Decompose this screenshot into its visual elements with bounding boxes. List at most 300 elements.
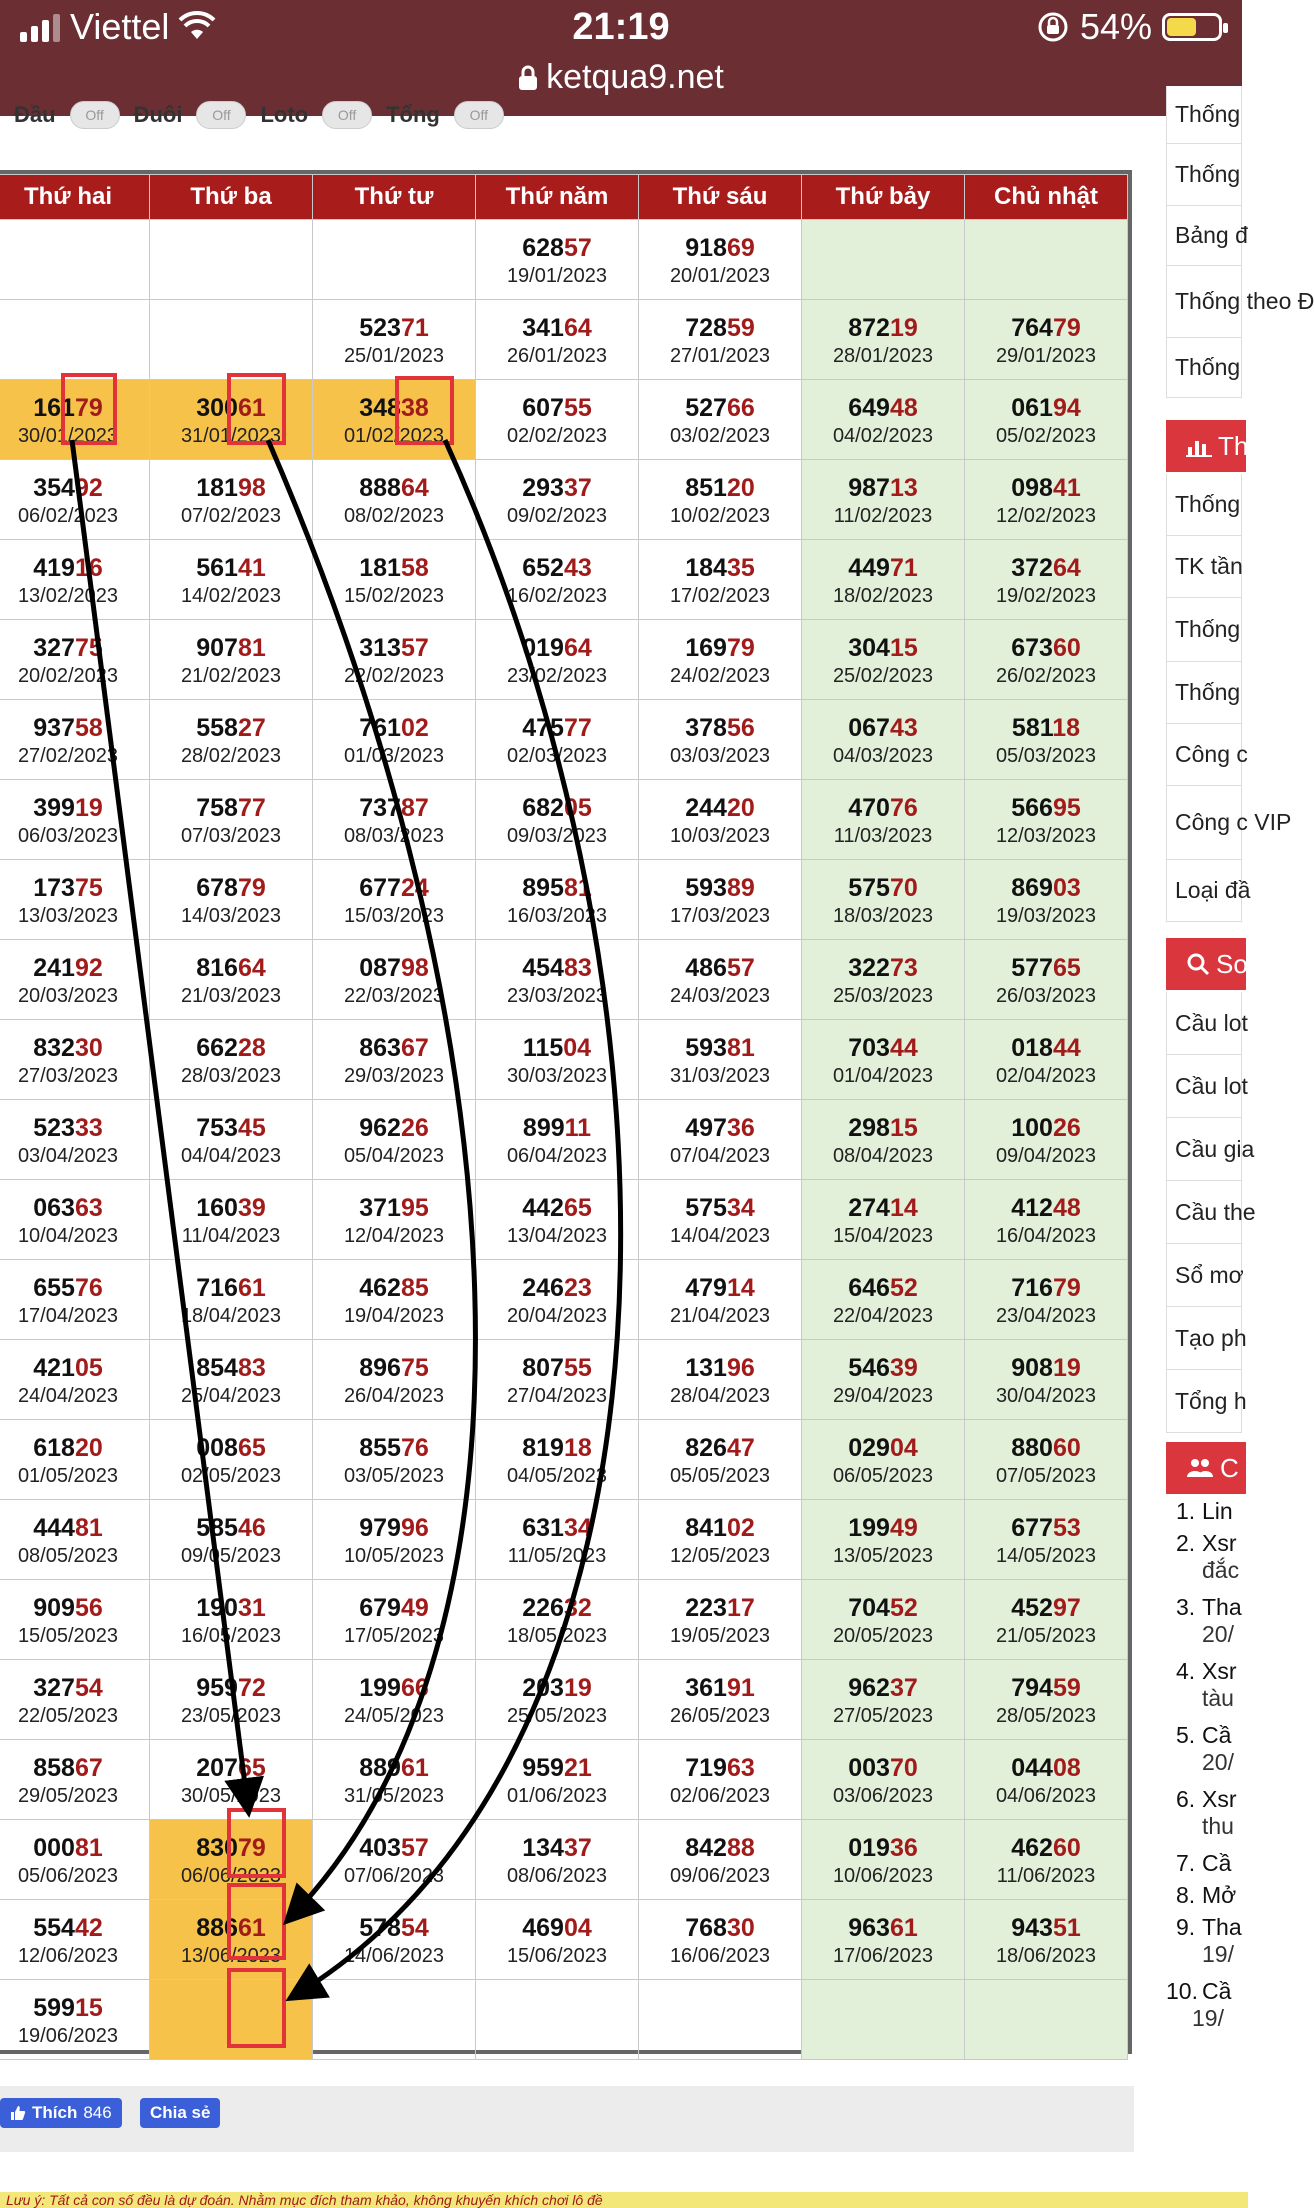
table-header-row	[0, 175, 1128, 220]
recent-post-item[interactable]	[1176, 1850, 1231, 1877]
like-label: Thích	[32, 2103, 78, 2122]
result-tail-digits: 31	[237, 1593, 266, 1622]
result-cell	[150, 380, 313, 460]
result-head-digits: 523	[33, 1113, 75, 1142]
result-number[interactable]	[0, 712, 149, 744]
result-number[interactable]	[639, 632, 801, 664]
result-number[interactable]	[965, 472, 1127, 504]
result-number[interactable]	[802, 1432, 964, 1464]
result-number[interactable]	[476, 952, 638, 984]
result-number[interactable]	[313, 472, 475, 504]
result-number[interactable]	[965, 1592, 1127, 1624]
sidebar-link[interactable]: Công c	[1166, 724, 1242, 786]
result-number[interactable]	[313, 392, 475, 424]
result-number[interactable]	[313, 1912, 475, 1944]
result-number[interactable]	[476, 1752, 638, 1784]
result-number[interactable]	[150, 1192, 312, 1224]
result-number[interactable]	[639, 472, 801, 504]
result-number[interactable]	[476, 1192, 638, 1224]
result-number[interactable]	[0, 472, 149, 504]
result-number[interactable]	[965, 632, 1127, 664]
result-cell	[802, 380, 965, 460]
result-head-digits: 226	[522, 1593, 564, 1622]
result-cell	[802, 460, 965, 540]
result-tail-digits: 61	[237, 393, 266, 422]
result-cell	[965, 1260, 1128, 1340]
battery-icon	[1162, 13, 1222, 41]
table-row	[0, 1260, 1128, 1340]
toggle-duoi[interactable]: Off	[196, 101, 246, 129]
result-cell	[313, 460, 476, 540]
result-cell	[802, 1420, 965, 1500]
recent-post-item[interactable]	[1176, 1722, 1234, 1776]
result-cell	[313, 1580, 476, 1660]
list-number: 1.	[1176, 1498, 1196, 1524]
result-number[interactable]	[313, 872, 475, 904]
result-date: 23/03/2023	[506, 984, 608, 1007]
recent-post-item[interactable]	[1176, 1658, 1237, 1712]
result-number[interactable]	[150, 1592, 312, 1624]
result-number[interactable]	[965, 1192, 1127, 1224]
result-cell	[0, 460, 150, 540]
result-date: 02/02/2023	[506, 424, 608, 447]
result-date: 20/03/2023	[17, 984, 119, 1007]
result-number[interactable]	[476, 1592, 638, 1624]
result-tail-digits: 77	[237, 793, 266, 822]
result-cell	[965, 860, 1128, 940]
result-number[interactable]	[150, 1352, 312, 1384]
result-cell	[313, 1820, 476, 1900]
result-cell	[313, 1660, 476, 1740]
result-head-digits: 889	[359, 1753, 401, 1782]
result-head-digits: 190	[196, 1593, 238, 1622]
address-bar[interactable]	[0, 58, 1242, 97]
result-number[interactable]	[313, 952, 475, 984]
result-number[interactable]	[476, 1112, 638, 1144]
result-number[interactable]	[0, 1992, 149, 2024]
result-date: 12/02/2023	[995, 504, 1097, 527]
result-number[interactable]	[313, 1032, 475, 1064]
sidebar-link[interactable]: Cầu the	[1166, 1181, 1242, 1244]
result-number[interactable]	[965, 1672, 1127, 1704]
result-number[interactable]	[313, 1352, 475, 1384]
result-head-digits: 399	[33, 793, 75, 822]
result-number[interactable]	[150, 552, 312, 584]
result-number[interactable]	[150, 632, 312, 664]
sidebar-link[interactable]: Thống	[1166, 598, 1242, 662]
facebook-share-button[interactable]	[140, 2098, 220, 2128]
result-number[interactable]	[150, 1752, 312, 1784]
result-number[interactable]	[0, 872, 149, 904]
result-cell	[639, 1020, 802, 1100]
result-number[interactable]	[0, 632, 149, 664]
result-number[interactable]	[150, 1672, 312, 1704]
result-number[interactable]	[639, 952, 801, 984]
result-number[interactable]	[476, 792, 638, 824]
result-number[interactable]	[639, 232, 801, 264]
result-number[interactable]	[150, 1832, 312, 1864]
result-number[interactable]	[476, 1912, 638, 1944]
sidebar-link[interactable]: Thống	[1166, 338, 1242, 398]
result-date: 17/03/2023	[669, 904, 771, 927]
result-number[interactable]	[476, 1512, 638, 1544]
result-cell	[313, 1900, 476, 1980]
result-cell	[150, 1660, 313, 1740]
sidebar-link[interactable]: Thống	[1166, 474, 1242, 536]
result-number[interactable]	[965, 712, 1127, 744]
result-number[interactable]	[476, 1432, 638, 1464]
sidebar-link[interactable]: Thống	[1166, 86, 1242, 144]
result-number[interactable]	[965, 872, 1127, 904]
result-head-digits: 679	[359, 1593, 401, 1622]
result-number[interactable]	[476, 1832, 638, 1864]
filter-label-dau: Đầu	[14, 102, 56, 127]
result-number[interactable]	[639, 1432, 801, 1464]
toggle-loto[interactable]: Off	[322, 101, 372, 129]
result-number[interactable]	[965, 1112, 1127, 1144]
result-number[interactable]	[476, 392, 638, 424]
result-number[interactable]	[639, 392, 801, 424]
result-number[interactable]	[965, 312, 1127, 344]
result-number[interactable]	[476, 1672, 638, 1704]
result-number[interactable]	[0, 1112, 149, 1144]
result-date: 09/06/2023	[669, 1864, 771, 1887]
result-number[interactable]	[0, 1352, 149, 1384]
result-head-digits: 475	[522, 713, 564, 742]
result-number[interactable]	[0, 1832, 149, 1864]
result-number[interactable]	[0, 1752, 149, 1784]
result-cell	[0, 1660, 150, 1740]
result-number[interactable]	[150, 392, 312, 424]
result-number[interactable]	[639, 1192, 801, 1224]
result-number[interactable]	[313, 1832, 475, 1864]
result-number[interactable]	[802, 1592, 964, 1624]
result-number[interactable]	[150, 1112, 312, 1144]
result-number[interactable]	[0, 1032, 149, 1064]
result-tail-digits: 42	[74, 1913, 103, 1942]
result-number[interactable]	[965, 1272, 1127, 1304]
result-number[interactable]	[150, 872, 312, 904]
result-date: 31/05/2023	[343, 1784, 445, 1807]
result-cell	[639, 300, 802, 380]
sidebar-link[interactable]: Công c VIP	[1166, 786, 1242, 860]
result-number[interactable]	[639, 1672, 801, 1704]
result-number[interactable]	[802, 712, 964, 744]
result-head-digits: 371	[359, 1193, 401, 1222]
result-number[interactable]	[639, 1592, 801, 1624]
result-number[interactable]	[150, 952, 312, 984]
result-tail-digits: 57	[400, 1833, 429, 1862]
result-tail-digits: 63	[74, 1193, 103, 1222]
result-head-digits: 184	[685, 553, 727, 582]
result-cell	[150, 1580, 313, 1660]
result-number[interactable]	[476, 632, 638, 664]
result-number[interactable]	[965, 1432, 1127, 1464]
toggle-tong[interactable]: Off	[454, 101, 504, 129]
result-number[interactable]	[802, 1512, 964, 1544]
result-number[interactable]	[639, 712, 801, 744]
result-tail-digits: 48	[889, 393, 918, 422]
toggle-dau[interactable]: Off	[70, 101, 120, 129]
result-number[interactable]	[313, 1752, 475, 1784]
result-number[interactable]	[802, 1272, 964, 1304]
result-number[interactable]	[313, 792, 475, 824]
result-tail-digits: 34	[726, 1193, 755, 1222]
result-head-digits: 018	[1011, 1033, 1053, 1062]
result-head-digits: 631	[522, 1513, 564, 1542]
result-number[interactable]	[313, 1592, 475, 1624]
result-head-digits: 716	[1011, 1273, 1053, 1302]
result-cell	[639, 940, 802, 1020]
result-number[interactable]	[476, 312, 638, 344]
result-number[interactable]	[476, 1032, 638, 1064]
sidebar-link[interactable]: Cầu gia	[1166, 1118, 1242, 1181]
result-number[interactable]	[150, 1512, 312, 1544]
result-number[interactable]	[0, 1192, 149, 1224]
result-number[interactable]	[639, 1272, 801, 1304]
result-number[interactable]	[150, 1032, 312, 1064]
result-date: 03/04/2023	[17, 1144, 119, 1167]
result-tail-digits: 21	[563, 1753, 592, 1782]
sidebar-link[interactable]: Thống	[1166, 144, 1242, 206]
result-date: 18/02/2023	[832, 584, 934, 607]
result-cell	[476, 1100, 639, 1180]
result-cell	[802, 940, 965, 1020]
result-date: 23/04/2023	[995, 1304, 1097, 1327]
result-number[interactable]	[0, 552, 149, 584]
result-date: 26/05/2023	[669, 1704, 771, 1727]
result-number[interactable]	[150, 792, 312, 824]
result-head-digits: 372	[1011, 553, 1053, 582]
result-number[interactable]	[802, 392, 964, 424]
result-number[interactable]	[476, 872, 638, 904]
result-number[interactable]	[639, 552, 801, 584]
result-cell	[0, 940, 150, 1020]
result-cell	[313, 620, 476, 700]
result-head-digits: 575	[848, 873, 890, 902]
result-number[interactable]	[639, 1032, 801, 1064]
lock-icon	[518, 65, 538, 91]
result-number[interactable]	[965, 1832, 1127, 1864]
result-number[interactable]	[476, 232, 638, 264]
result-number[interactable]	[313, 712, 475, 744]
sidebar-link[interactable]: TK tần	[1166, 536, 1242, 598]
table-row	[0, 620, 1128, 700]
result-number[interactable]	[150, 1432, 312, 1464]
result-date: 26/01/2023	[506, 344, 608, 367]
result-number[interactable]	[965, 1032, 1127, 1064]
result-date: 20/01/2023	[669, 264, 771, 287]
result-cell	[0, 700, 150, 780]
recent-post-item[interactable]	[1166, 1978, 1231, 2032]
result-tail-digits: 30	[74, 1033, 103, 1062]
result-cell	[150, 1900, 313, 1980]
result-number[interactable]	[0, 1432, 149, 1464]
result-cell	[965, 1500, 1128, 1580]
result-number[interactable]	[0, 392, 149, 424]
result-number[interactable]	[802, 632, 964, 664]
result-cell	[965, 1580, 1128, 1660]
result-cell	[802, 300, 965, 380]
result-cell	[802, 1580, 965, 1660]
result-head-digits: 628	[522, 233, 564, 262]
result-number[interactable]	[965, 1752, 1127, 1784]
sidebar-link[interactable]: Loại đầ	[1166, 860, 1242, 922]
result-tail-digits: 59	[1052, 1673, 1081, 1702]
result-tail-digits: 75	[400, 1353, 429, 1382]
result-head-digits: 181	[196, 473, 238, 502]
result-head-digits: 452	[1011, 1593, 1053, 1622]
result-head-digits: 479	[685, 1273, 727, 1302]
result-number[interactable]	[639, 312, 801, 344]
result-head-digits: 761	[359, 713, 401, 742]
result-number[interactable]	[802, 872, 964, 904]
sidebar-link[interactable]: Tạo ph	[1166, 1307, 1242, 1370]
result-number[interactable]	[476, 712, 638, 744]
result-date: 29/04/2023	[832, 1384, 934, 1407]
result-number[interactable]	[802, 1352, 964, 1384]
result-cell	[639, 780, 802, 860]
result-number[interactable]	[802, 952, 964, 984]
result-cell	[965, 540, 1128, 620]
result-number[interactable]	[965, 792, 1127, 824]
sidebar-link[interactable]: Cầu lot	[1166, 1055, 1242, 1118]
result-head-digits: 655	[33, 1273, 75, 1302]
recent-post-item[interactable]	[1176, 1882, 1236, 1909]
result-head-digits: 442	[522, 1193, 564, 1222]
result-number[interactable]	[0, 952, 149, 984]
facebook-like-button[interactable]	[0, 2098, 122, 2128]
result-number[interactable]	[313, 1272, 475, 1304]
result-tail-digits: 66	[400, 1673, 429, 1702]
result-number[interactable]	[965, 1512, 1127, 1544]
result-date: 04/04/2023	[180, 1144, 282, 1167]
result-number[interactable]	[802, 1672, 964, 1704]
result-number[interactable]	[802, 552, 964, 584]
result-date: 01/04/2023	[832, 1064, 934, 1087]
result-cell	[476, 1420, 639, 1500]
result-tail-digits: 45	[237, 1113, 266, 1142]
result-number[interactable]	[802, 1912, 964, 1944]
result-number[interactable]	[476, 1352, 638, 1384]
result-date: 29/01/2023	[995, 344, 1097, 367]
result-number[interactable]	[965, 552, 1127, 584]
result-number[interactable]	[802, 312, 964, 344]
result-number[interactable]	[639, 1112, 801, 1144]
result-number[interactable]	[150, 1912, 312, 1944]
result-number[interactable]	[639, 792, 801, 824]
result-number[interactable]	[965, 392, 1127, 424]
result-number[interactable]	[150, 712, 312, 744]
result-cell	[965, 1980, 1128, 2060]
result-number[interactable]	[150, 1272, 312, 1304]
result-number[interactable]	[150, 472, 312, 504]
table-row	[0, 540, 1128, 620]
result-number[interactable]	[313, 1432, 475, 1464]
result-tail-digits: 43	[563, 553, 592, 582]
result-number[interactable]	[476, 552, 638, 584]
recent-post-item[interactable]	[1176, 1530, 1239, 1584]
result-number[interactable]	[313, 1512, 475, 1544]
result-number[interactable]	[802, 1752, 964, 1784]
recent-post-item[interactable]	[1176, 1498, 1233, 1525]
result-number[interactable]	[313, 632, 475, 664]
result-cell	[802, 1180, 965, 1260]
result-date: 23/05/2023	[180, 1704, 282, 1727]
result-number[interactable]	[639, 1512, 801, 1544]
result-head-digits: 558	[196, 713, 238, 742]
result-number[interactable]	[0, 1272, 149, 1304]
result-number[interactable]	[313, 1672, 475, 1704]
result-head-digits: 523	[359, 313, 401, 342]
result-tail-digits: 81	[237, 633, 266, 662]
result-number[interactable]	[313, 312, 475, 344]
result-head-digits: 593	[685, 873, 727, 902]
result-head-digits: 497	[685, 1113, 727, 1142]
result-number[interactable]	[802, 792, 964, 824]
result-head-digits: 019	[848, 1833, 890, 1862]
recent-post-item[interactable]	[1176, 1594, 1242, 1648]
sidebar-link[interactable]: Tổng h	[1166, 1370, 1242, 1433]
result-number[interactable]	[313, 1192, 475, 1224]
sidebar-link[interactable]: Cầu lot	[1166, 992, 1242, 1055]
result-date: 09/02/2023	[506, 504, 608, 527]
result-number[interactable]	[639, 1912, 801, 1944]
result-head-digits: 886	[196, 1913, 238, 1942]
result-number[interactable]	[965, 1352, 1127, 1384]
result-number[interactable]	[639, 1752, 801, 1784]
result-number[interactable]	[639, 1352, 801, 1384]
search-icon	[1186, 952, 1210, 976]
result-cell	[313, 1740, 476, 1820]
sidebar-link[interactable]: Thống	[1166, 662, 1242, 724]
sidebar-link[interactable]: Bảng đ	[1166, 206, 1242, 266]
recent-post-item[interactable]	[1176, 1786, 1237, 1840]
recent-post-item[interactable]	[1176, 1914, 1242, 1968]
result-number[interactable]	[476, 1272, 638, 1304]
result-number[interactable]	[0, 1512, 149, 1544]
result-number[interactable]	[313, 1112, 475, 1144]
result-number[interactable]	[639, 872, 801, 904]
sidebar-link[interactable]: Sổ mơ	[1166, 1244, 1242, 1307]
result-number[interactable]	[313, 552, 475, 584]
result-date: 15/05/2023	[17, 1624, 119, 1647]
result-number[interactable]	[0, 1912, 149, 1944]
result-head-digits: 554	[33, 1913, 75, 1942]
result-number[interactable]	[0, 1592, 149, 1624]
result-head-digits: 908	[1011, 1353, 1053, 1382]
result-head-digits: 896	[359, 1353, 401, 1382]
result-number[interactable]	[639, 1832, 801, 1864]
result-date: 04/03/2023	[832, 744, 934, 767]
result-number[interactable]	[802, 1032, 964, 1064]
result-number[interactable]	[965, 952, 1127, 984]
result-date: 01/03/2023	[343, 744, 445, 767]
like-count: 846	[83, 2103, 112, 2122]
result-number[interactable]	[0, 792, 149, 824]
result-number[interactable]	[802, 472, 964, 504]
result-number[interactable]	[0, 1672, 149, 1704]
sidebar-link[interactable]: Thống theo Đ	[1166, 266, 1242, 338]
result-number[interactable]	[802, 1192, 964, 1224]
result-date: 24/02/2023	[669, 664, 771, 687]
result-number[interactable]	[476, 472, 638, 504]
result-tail-digits: 02	[726, 1513, 755, 1542]
result-number[interactable]	[965, 1912, 1127, 1944]
result-number[interactable]	[802, 1832, 964, 1864]
result-head-digits: 008	[196, 1433, 238, 1462]
result-number[interactable]	[802, 1112, 964, 1144]
